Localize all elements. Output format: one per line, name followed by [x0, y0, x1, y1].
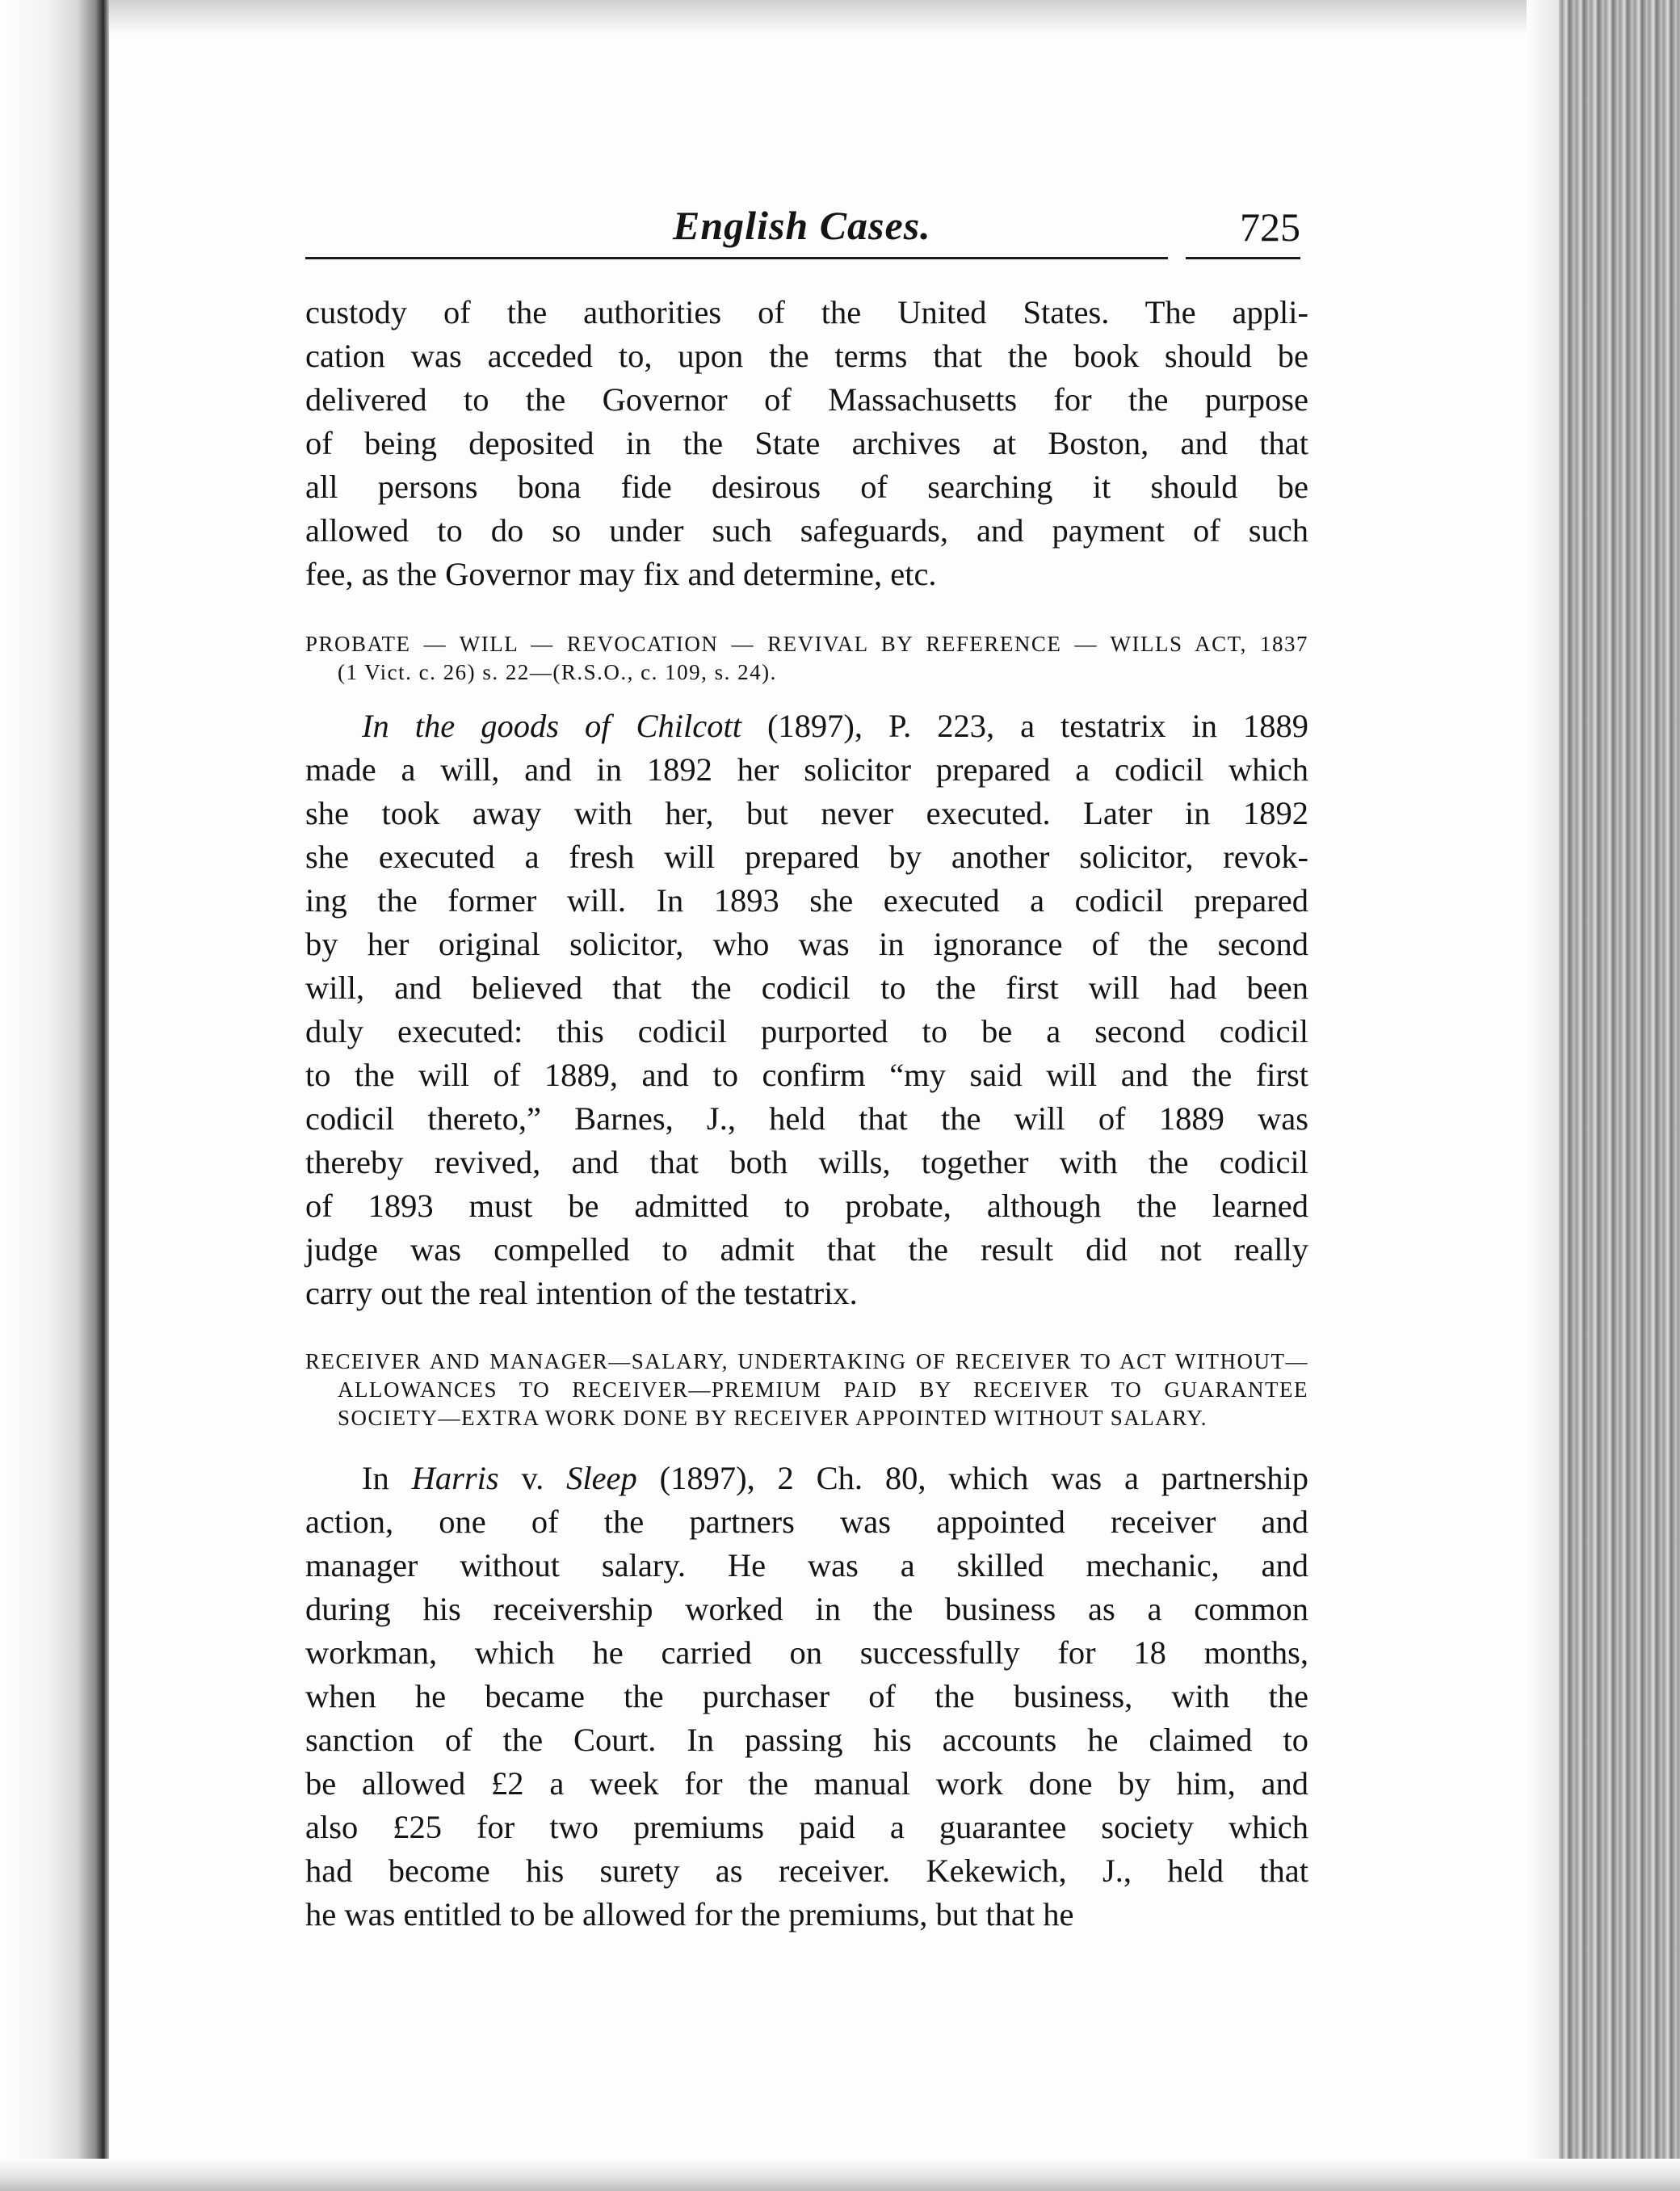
scan-edge-right-shadow: [1527, 0, 1559, 2191]
case-headnote-chilcott: [305, 630, 1308, 687]
text-line: will, and believed that the codicil to the first will had been: [305, 969, 1308, 1006]
running-title: English Cases.: [673, 203, 931, 248]
text-fragment: v.: [498, 1460, 567, 1496]
text-line: made a will, and in 1892 her solicitor prepared a codicil which: [305, 751, 1308, 788]
text-line: she executed a fresh will prepared by another solicitor, revok-: [305, 839, 1308, 875]
text-line: also £25 for two premiums paid a guarantee society which: [305, 1809, 1308, 1845]
text-line: by her original solicitor, who was in ignorance of the second: [305, 926, 1308, 962]
text-line: during his receivership worked in the business as a common: [305, 1591, 1308, 1627]
headnote-line: SOCIETY—EXTRA WORK DONE BY RECEIVER APPOINTED WITHOUT SALARY.: [338, 1406, 1208, 1430]
scan-edge-right: [1559, 0, 1680, 2191]
header-rule: [305, 257, 1168, 259]
text-line: delivered to the Governor of Massachusetts for the purpose: [305, 381, 1308, 418]
scan-edge-top: [0, 0, 1680, 34]
scan-edge-bottom: [0, 2159, 1680, 2191]
text-fragment: (1897), 2 Ch. 80, which was a partnership: [636, 1460, 1308, 1496]
scan-edge-left: [0, 0, 109, 2191]
text-line: ing the former will. In 1893 she executed a codicil prepared: [305, 882, 1308, 919]
text-line: of being deposited in the State archives at Boston, and that: [305, 425, 1308, 461]
case-headnote-harris: [305, 1348, 1308, 1432]
text-line: of 1893 must be admitted to probate, although the learned: [305, 1188, 1308, 1224]
text-line: he was entitled to be allowed for the premiums, but that he: [305, 1896, 1074, 1932]
text-line: allowed to do so under such safeguards, and payment of such: [305, 512, 1308, 549]
text-fragment: In: [362, 1460, 412, 1496]
text-line: sanction of the Court. In passing his accounts he claimed to: [305, 1722, 1308, 1758]
text-line: [305, 704, 1308, 748]
page-number-rule: [1186, 257, 1300, 259]
page-number: 725: [1240, 204, 1300, 250]
continuation-paragraph: [305, 291, 1308, 596]
text-line: custody of the authorities of the United States. The appli-: [305, 294, 1308, 330]
text-line: cation was acceded to, upon the terms that the book should be: [305, 338, 1308, 374]
text-line: manager without salary. He was a skilled mechanic, and: [305, 1547, 1308, 1583]
party-name: Sleep: [566, 1460, 637, 1496]
page-header: [305, 202, 1300, 263]
text-line: had become his surety as receiver. Kekewich, J., held that: [305, 1852, 1308, 1889]
text-line: duly executed: this codicil purported to be a second codicil: [305, 1013, 1308, 1049]
headnote-line: (1 Vict. c. 26) s. 22—(R.S.O., c. 109, s. 24).: [338, 660, 777, 684]
text-line: to the will of 1889, and to confirm “my said will and the first: [305, 1057, 1308, 1093]
text-line: codicil thereto,” Barnes, J., held that the will of 1889 was: [305, 1100, 1308, 1137]
text-line: fee, as the Governor may fix and determine, etc.: [305, 556, 937, 592]
case-paragraph-harris: [305, 1457, 1308, 1937]
text-line: thereby revived, and that both wills, together with the codicil: [305, 1144, 1308, 1180]
headnote-line: RECEIVER AND MANAGER—SALARY, UNDERTAKING OF RECEIVER TO ACT WITHOUT—: [305, 1349, 1308, 1373]
text-line: be allowed £2 a week for the manual work done by him, and: [305, 1765, 1308, 1802]
headnote-line: PROBATE — WILL — REVOCATION — REVIVAL BY REFERENCE — WILLS ACT, 1837: [305, 632, 1308, 656]
text-line: [305, 1457, 1308, 1500]
party-name: Harris: [411, 1460, 499, 1496]
headnote-line: ALLOWANCES TO RECEIVER—PREMIUM PAID BY RECEIVER TO GUARANTEE: [338, 1377, 1308, 1402]
text-line: workman, which he carried on successfully for 18 months,: [305, 1634, 1308, 1671]
case-paragraph-chilcott: [305, 704, 1308, 1315]
text-line: carry out the real intention of the testatrix.: [305, 1275, 858, 1311]
text-line: action, one of the partners was appointed receiver and: [305, 1503, 1308, 1540]
case-name: In the goods of Chilcott: [362, 708, 741, 744]
text-line: judge was compelled to admit that the result did not really: [305, 1231, 1308, 1268]
text-fragment: (1897), P. 223, a testatrix in 1889: [741, 708, 1308, 744]
text-line: all persons bona fide desirous of searching it should be: [305, 469, 1308, 505]
text-line: when he became the purchaser of the business, with the: [305, 1678, 1308, 1714]
text-line: she took away with her, but never executed. Later in 1892: [305, 795, 1308, 831]
